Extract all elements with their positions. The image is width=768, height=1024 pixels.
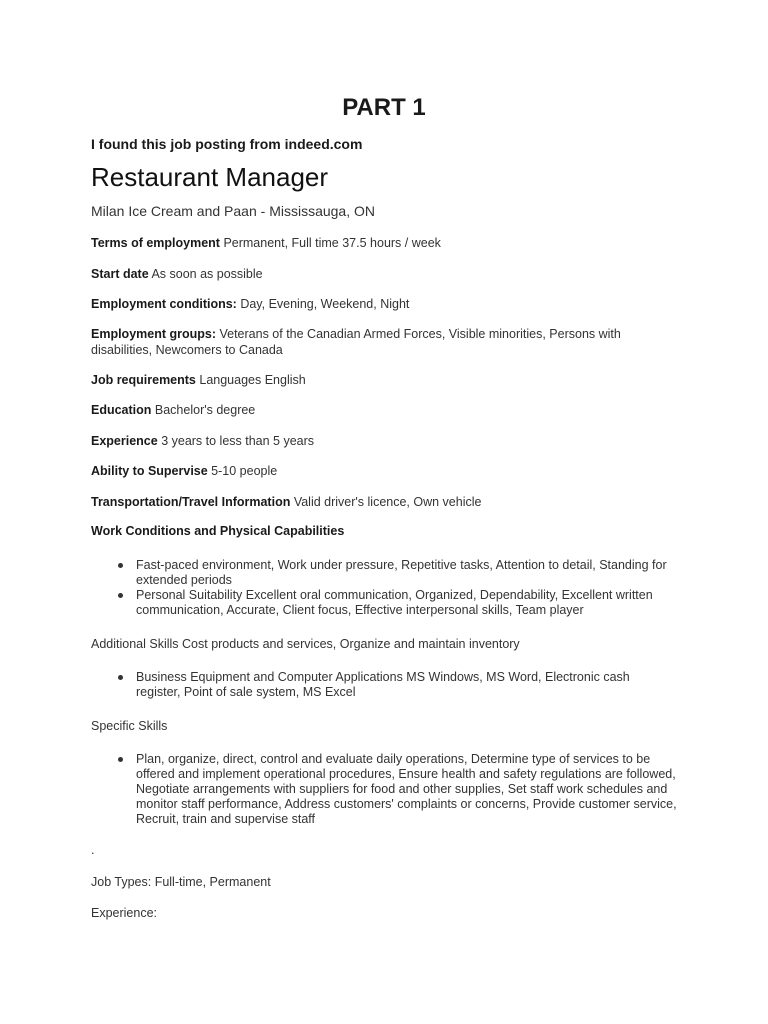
job-requirements: [91, 372, 691, 388]
transportation-info: [91, 494, 691, 510]
business-equipment-list: [91, 670, 671, 700]
company-location: Milan Ice Cream and Paan - Mississauga, ON: [91, 203, 375, 219]
experience: [91, 433, 691, 449]
supervise-value: 5-10 people: [207, 464, 278, 478]
requirements-label: Job requirements: [91, 373, 196, 387]
transport-label: Transportation/Travel Information: [91, 495, 291, 509]
terms-of-employment: [91, 235, 691, 251]
bullet-icon: [118, 593, 123, 598]
requirements-value: Languages English: [195, 373, 306, 387]
experience-label: Experience:: [91, 906, 158, 920]
additional-skills: Additional Skills Cost products and services, Organize and maintain inventory: [91, 637, 520, 651]
list-item-text: Plan, organize, direct, control and evaluate daily operations, Determine type of services to be offered and implement operational procedures, Ensure health and safety regulations are followed, Negotiate arrangements with suppliers for food and other supplies, Set staff work schedules and monitor staff performance, Address customers' complaints or concerns, Provide customer service, Recruit, train and supervise staff: [136, 752, 677, 826]
start-date: [91, 266, 691, 282]
job-types: Job Types: Full-time, Permanent: [91, 875, 271, 889]
experience-value: 3 years to less than 5 years: [157, 434, 315, 448]
bullet-icon: [118, 675, 123, 680]
start-value: As soon as possible: [148, 267, 263, 281]
employment-conditions: [91, 296, 691, 312]
bullet-icon: [118, 563, 123, 568]
list-item: [91, 588, 671, 618]
list-item: [91, 670, 671, 700]
terms-value: Permanent, Full time 37.5 hours / week: [219, 236, 441, 250]
supervise-label: Ability to Supervise: [91, 464, 208, 478]
transport-value: Valid driver's licence, Own vehicle: [290, 495, 482, 509]
list-item: [91, 558, 671, 588]
education-value: Bachelor's degree: [151, 403, 256, 417]
education-label: Education: [91, 403, 152, 417]
bullet-icon: [118, 757, 123, 762]
conditions-value: Day, Evening, Weekend, Night: [236, 297, 410, 311]
terms-label: Terms of employment: [91, 236, 220, 250]
list-item-text: Fast-paced environment, Work under pressure, Repetitive tasks, Attention to detail, Standing for extended periods: [136, 558, 667, 587]
part-title: PART 1: [342, 94, 426, 121]
conditions-label: Employment conditions:: [91, 297, 237, 311]
start-label: Start date: [91, 267, 149, 281]
groups-label: Employment groups:: [91, 327, 217, 341]
list-item: [91, 752, 689, 827]
employment-groups: [91, 326, 651, 358]
work-conditions-list: [91, 558, 671, 618]
intro-text: I found this job posting from indeed.com: [91, 136, 363, 152]
list-item-text: Business Equipment and Computer Applications MS Windows, MS Word, Electronic cash register, Point of sale system, MS Excel: [136, 670, 630, 699]
specific-skills-heading: Specific Skills: [91, 719, 168, 733]
experience-label: Experience: [91, 434, 158, 448]
specific-skills-list: [91, 752, 689, 827]
work-conditions-heading: Work Conditions and Physical Capabilities: [91, 524, 345, 538]
dot-separator: .: [91, 843, 95, 857]
ability-to-supervise: [91, 463, 691, 479]
job-title: Restaurant Manager: [91, 162, 329, 192]
list-item-text: Personal Suitability Excellent oral communication, Organized, Dependability, Excellent written communication, Accurate, Client focus, Effective interpersonal skills, Team player: [136, 588, 653, 617]
groups-value: Veterans of the Canadian Armed Forces, Visible minorities, Persons with disabilities, Newcomers to Canada: [91, 327, 621, 357]
education: [91, 402, 691, 418]
